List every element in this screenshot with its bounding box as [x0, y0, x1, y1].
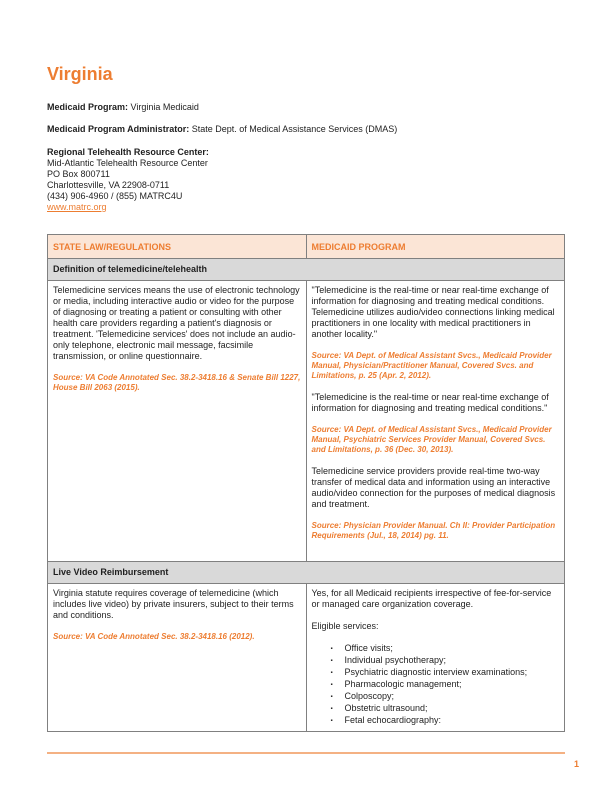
rtrc-website-line	[47, 202, 565, 213]
source-citation: Source: VA Code Annotated Sec. 38.2-3418.16 (2012).	[53, 632, 255, 641]
medicaid-admin-value: State Dept. of Medical Assistance Services (DMAS)	[191, 124, 398, 134]
source-citation: Source: VA Dept. of Medical Assistant Svcs., Medicaid Provider Manual, Psychiatric Services Provider Manual, Covered Svcs. and Limitations, p. 36 (Dec. 30, 2013).	[311, 425, 552, 454]
paragraph-text: "Telemedicine is the real-time or near real-time exchange of information for diagnosing and treating medical conditions. Telemedicine utilizes audio/video connections linking medical practitioners in one locality with medical practitioners in another locality."	[311, 285, 555, 339]
medicaid-admin-line	[47, 124, 565, 135]
source-citation: Source: VA Dept. of Medical Assistant Svcs., Medicaid Provider Manual, Physician/Practitioner Manual, Covered Svcs. and Limitations, p. 25 (Apr. 2, 2012).	[311, 351, 552, 380]
rtrc-po-box: PO Box 800711	[47, 169, 110, 179]
rtrc-city-state-zip: Charlottesville, VA 22908-0711	[47, 180, 170, 190]
cell-live-video-medicaid	[306, 584, 565, 732]
paragraph-text: Eligible services:	[311, 621, 379, 631]
rtrc-label: Regional Telehealth Resource Center:	[47, 147, 209, 157]
rtrc-org-name: Mid-Atlantic Telehealth Resource Center	[47, 158, 208, 168]
list-item: ▪ Office visits;	[331, 643, 560, 654]
source-citation: Source: VA Code Annotated Sec. 38.2-3418.16 & Senate Bill 1227, House Bill 2063 (2015).	[53, 373, 301, 392]
paragraph-text: Telemedicine service providers provide real-time two-way transfer of medical data and information using an interactive audio/video connection for the purposes of medical diagnosis and treatment.	[311, 466, 556, 509]
telehealth-policy-table	[47, 234, 565, 732]
column-header-medicaid-program: MEDICAID PROGRAM	[306, 235, 565, 259]
list-item: ▪ Colposcopy;	[331, 691, 560, 702]
list-item: ▪ Psychiatric diagnostic interview examinations;	[331, 667, 560, 678]
eligible-services-list	[312, 643, 560, 726]
page-title: Virginia	[47, 64, 113, 84]
footer-divider	[47, 752, 565, 754]
matrc-website-link[interactable]: www.matrc.org	[47, 202, 107, 212]
cell-definition-medicaid	[306, 281, 565, 562]
source-citation: Source: Physician Provider Manual. Ch II: Provider Participation Requirements (Jul., 18, 2014) pg. 11.	[311, 521, 556, 540]
list-item: ▪ Fetal echocardiography:	[331, 715, 560, 726]
medicaid-admin-label: Medicaid Program Administrator:	[47, 124, 190, 134]
list-item: ▪ Individual psychotherapy;	[331, 655, 560, 666]
cell-live-video-state-law	[48, 584, 307, 732]
page-content	[47, 0, 565, 732]
page-number: 1	[573, 759, 579, 769]
rtrc-phone: (434) 906-4960 / (855) MATRC4U	[47, 191, 183, 201]
paragraph-text: Telemedicine services means the use of electronic technology or media, including interactive audio or video for the purpose of diagnosing or treating a patient or consulting with other health care providers regarding a patient's diagnosis or treatment. 'Telemedicine services' does not include an audio-only telephone, electronic mail message, facsimile transmission, or online questionnaire.	[53, 285, 300, 361]
paragraph-text: "Telemedicine is the real-time or near real-time exchange of information for diagnosing and treating medical conditions."	[311, 392, 549, 413]
cell-definition-state-law	[48, 281, 307, 562]
paragraph-text: Virginia statute requires coverage of telemedicine (which includes live video) by private insurers, subject to their terms and conditions.	[53, 588, 294, 620]
medicaid-program-line	[47, 102, 565, 113]
paragraph-text: Yes, for all Medicaid recipients irrespective of fee-for-service or managed care organization coverage.	[311, 588, 552, 609]
rtrc-block	[47, 147, 565, 213]
list-item: ▪ Obstetric ultrasound;	[331, 703, 560, 714]
medicaid-program-value: Virginia Medicaid	[130, 102, 199, 112]
list-item: ▪ Pharmacologic management;	[331, 679, 560, 690]
section-heading-definition: Definition of telemedicine/telehealth	[48, 259, 565, 281]
section-heading-live-video: Live Video Reimbursement	[48, 562, 565, 584]
column-header-state-law: STATE LAW/REGULATIONS	[48, 235, 307, 259]
medicaid-program-label: Medicaid Program:	[47, 102, 129, 112]
